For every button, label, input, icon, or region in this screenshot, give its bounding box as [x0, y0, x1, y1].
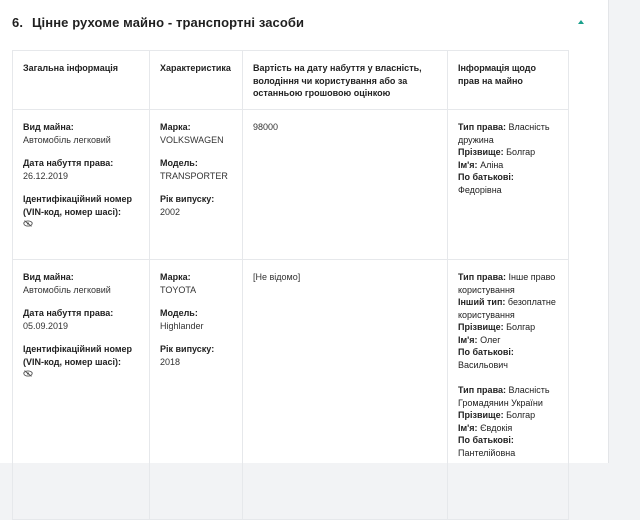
- brand-label: Марка:: [160, 272, 191, 282]
- type-value: Автомобіль легковий: [23, 134, 111, 145]
- right-type-line: [458, 384, 558, 409]
- header-value: Вартість на дату набуття у власність, володіння чи користування або за останньою грошовою оцінкою: [243, 51, 448, 110]
- name-label: Ім'я:: [458, 334, 478, 345]
- name-line: [458, 422, 558, 435]
- value-amount: [Не відомо]: [253, 272, 301, 282]
- patronymic-line: [458, 346, 558, 371]
- cell-characteristics: [150, 110, 243, 260]
- year-label: Рік випуску:: [160, 344, 215, 354]
- model-label: Модель:: [160, 158, 198, 168]
- brand-value: TOYOTA: [160, 284, 197, 295]
- year-value: 2018: [160, 356, 181, 367]
- name-label: Ім'я:: [458, 159, 478, 170]
- right-type-line: [458, 121, 558, 146]
- value-amount: 98000: [253, 122, 279, 132]
- table-row: [13, 260, 569, 520]
- acq-date-value: 26.12.2019: [23, 170, 69, 181]
- patronymic-line: [458, 171, 558, 196]
- section-number: 6.: [12, 15, 24, 30]
- vin-label: Ідентифікаційний номер (VIN-код, номер шасі):: [23, 194, 133, 217]
- right-type-value: Інше право користування: [458, 272, 556, 295]
- type-label: Вид майна:: [23, 122, 74, 132]
- name-line: [458, 159, 558, 172]
- name-value: Олег: [480, 334, 501, 345]
- right-type-value: Власність дружина: [458, 122, 550, 145]
- patronymic-label: По батькові:: [458, 347, 514, 357]
- model-label: Модель:: [160, 308, 198, 318]
- patronymic-label: По батькові:: [458, 172, 514, 182]
- eye-off-icon[interactable]: [23, 370, 33, 377]
- cell-general: [13, 110, 150, 260]
- cell-value: [243, 260, 448, 520]
- brand-label: Марка:: [160, 122, 191, 132]
- vehicles-table: [12, 50, 569, 520]
- cell-characteristics: [150, 260, 243, 520]
- header-general: Загальна інформація: [13, 51, 150, 110]
- table-row: [13, 110, 569, 260]
- cell-rights: [448, 110, 569, 260]
- right-type-label: Тип права:: [458, 272, 506, 282]
- type-value: Автомобіль легковий: [23, 284, 111, 295]
- type-label: Вид майна:: [23, 272, 74, 282]
- patronymic-value: Васильович: [458, 359, 508, 370]
- cell-general: [13, 260, 150, 520]
- surname-line: [458, 146, 558, 159]
- acq-date-value: 05.09.2019: [23, 320, 69, 331]
- year-value: 2002: [160, 206, 181, 217]
- brand-value: VOLKSWAGEN: [160, 134, 224, 145]
- right-type-label: Тип права:: [458, 385, 506, 395]
- surname-value: Болгар: [506, 322, 536, 332]
- header-characteristics: Характеристика: [150, 51, 243, 110]
- patronymic-value: Федорівна: [458, 184, 502, 195]
- right-type-label: Тип права:: [458, 122, 506, 132]
- cell-value: [243, 110, 448, 260]
- patronymic-label: По батькові:: [458, 435, 514, 445]
- vin-label: Ідентифікаційний номер (VIN-код, номер шасі):: [23, 344, 133, 367]
- surname-value: Болгар: [506, 147, 536, 157]
- patronymic-line: [458, 434, 558, 459]
- section-header[interactable]: [12, 14, 608, 34]
- surname-label: Прізвище:: [458, 410, 504, 420]
- cell-rights: [448, 260, 569, 520]
- other-type-label: Інший тип:: [458, 297, 506, 307]
- other-type-value: безоплатне користування: [458, 297, 556, 320]
- surname-label: Прізвище:: [458, 322, 504, 332]
- name-label: Ім'я:: [458, 422, 478, 433]
- patronymic-value: Пантелійовна: [458, 447, 516, 458]
- acq-date-label: Дата набуття права:: [23, 308, 114, 318]
- surname-line: [458, 409, 558, 422]
- eye-off-icon[interactable]: [23, 220, 33, 227]
- right-type-line: [458, 271, 558, 296]
- chevron-up-icon[interactable]: [578, 20, 584, 24]
- acq-date-label: Дата набуття права:: [23, 158, 114, 168]
- year-label: Рік випуску:: [160, 194, 215, 204]
- other-type-line: [458, 296, 558, 321]
- model-value: TRANSPORTER: [160, 170, 228, 181]
- name-value: Євдокія: [480, 422, 513, 433]
- name-line: [458, 334, 558, 347]
- surname-value: Болгар: [506, 410, 536, 420]
- table-header-row: [13, 51, 569, 110]
- header-rights: Інформація щодо прав на майно: [448, 51, 569, 110]
- section-title: Цінне рухоме майно - транспортні засоби: [31, 15, 305, 30]
- surname-line: [458, 321, 558, 334]
- right-type-value: Власність Громадянин України: [458, 385, 550, 408]
- name-value: Аліна: [480, 159, 504, 170]
- model-value: Highlander: [160, 320, 204, 331]
- surname-label: Прізвище:: [458, 147, 504, 157]
